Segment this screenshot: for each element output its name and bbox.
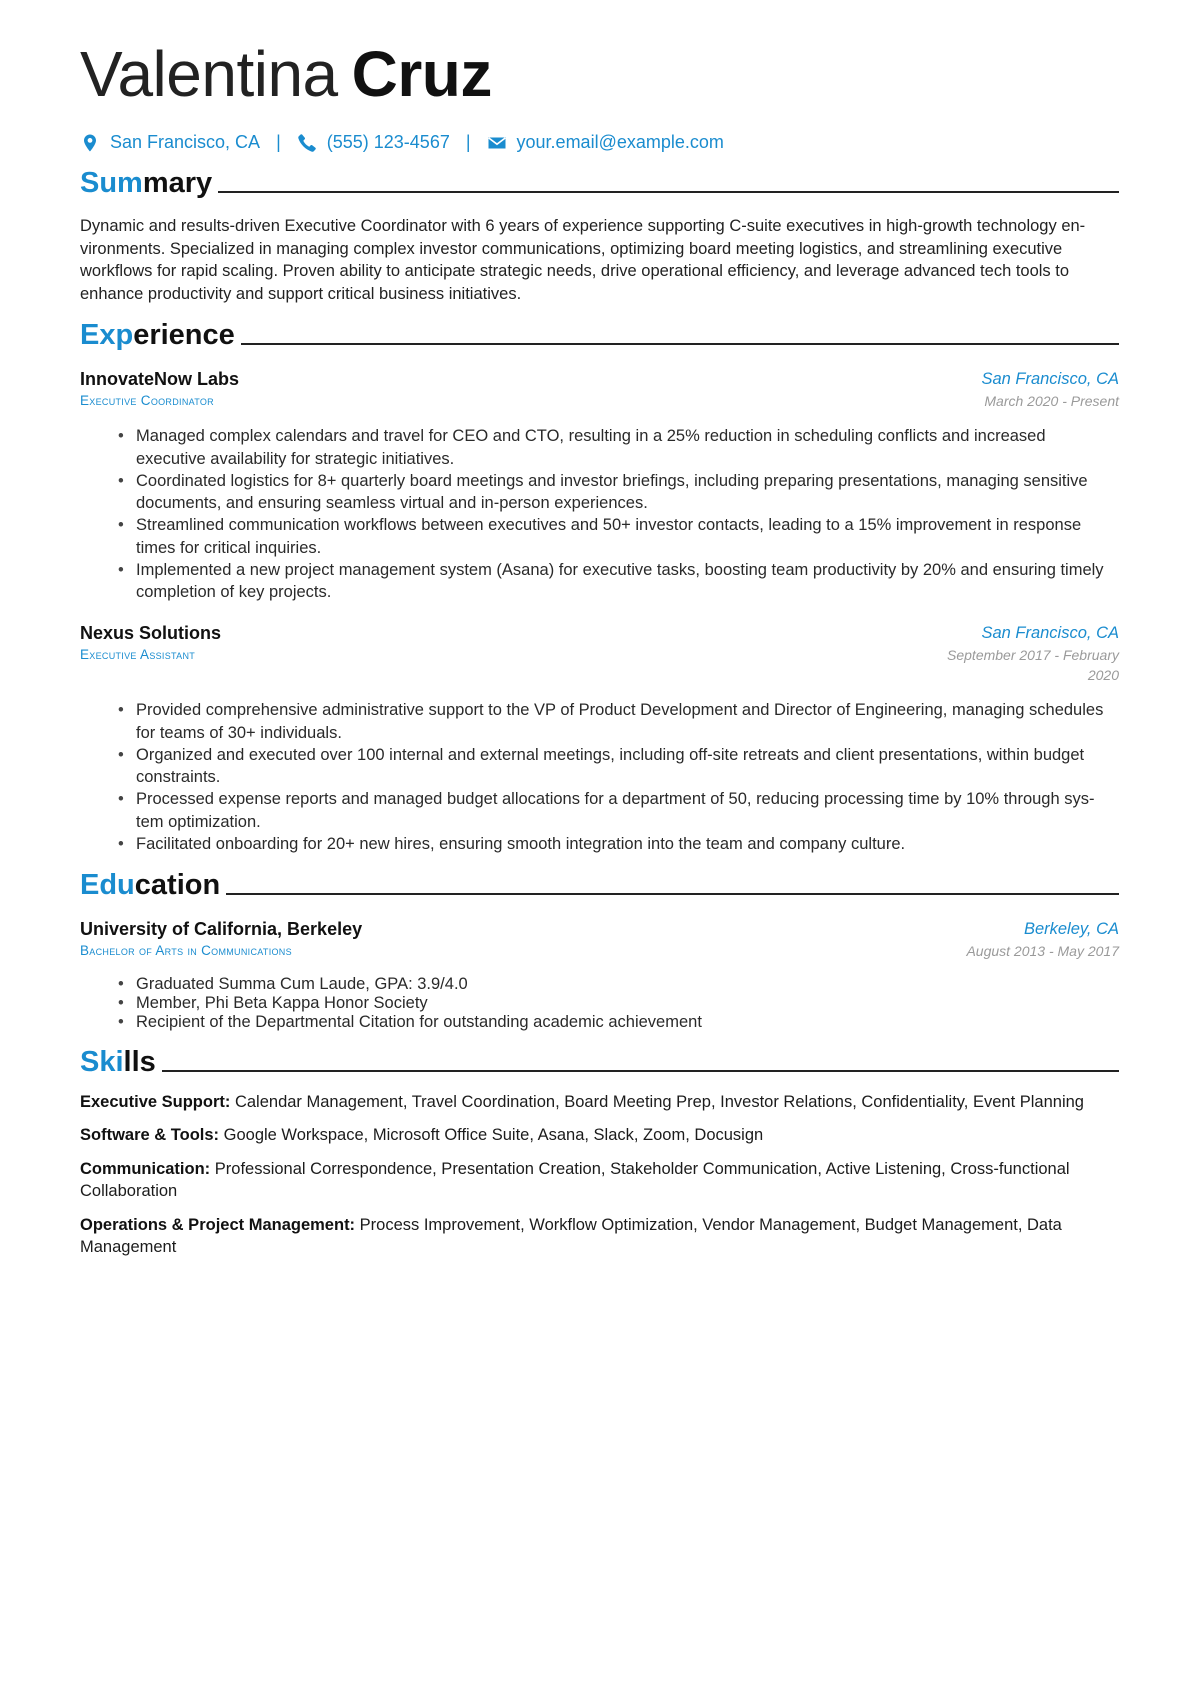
bullet-item: • Managed complex calendars and travel for CEO and CTO, resulting in a 25% reduction in scheduling conflicts and increased executive availability for strategic initiatives. <box>118 425 1119 470</box>
bullet-list <box>80 699 1119 855</box>
skill-value: Google Workspace, Microsoft Office Suite, Asana, Slack, Zoom, Docusign <box>223 1126 764 1144</box>
bullet-item: • Facilitated onboarding for 20+ new hires, ensuring smooth integration into the team and company culture. <box>118 833 1119 856</box>
education-section <box>80 867 1119 1033</box>
contact-phone <box>297 132 450 153</box>
skill-label: Communication: <box>80 1159 211 1178</box>
experience-section <box>80 317 1119 855</box>
section-title: Summary <box>80 167 213 199</box>
education-entry <box>80 917 1119 1033</box>
contact-location <box>80 132 260 153</box>
section-heading <box>80 1044 1119 1080</box>
email-text: your.email@example.com <box>516 132 724 152</box>
phone-text: (555) 123-4567 <box>326 132 450 152</box>
envelope-icon <box>487 133 507 153</box>
skills-section <box>80 1044 1119 1259</box>
first-name: Valentina <box>80 38 338 110</box>
bullet-list <box>80 975 1119 1033</box>
summary-section <box>80 165 1119 305</box>
bullet-item: • Organized and executed over 100 internal and external meetings, including off-site retreats and client presentations, within budget constraints. <box>118 744 1119 789</box>
skill-value: Professional Correspondence, Presentation Creation, Stakeholder Communication, Active Listening, Cross-functional Collaboration <box>80 1159 1070 1200</box>
section-heading <box>80 165 1119 201</box>
section-rule <box>162 1070 1119 1072</box>
bullet-item: • Coordinated logistics for 8+ quarterly board meetings and investor briefings, including preparing presentations, managing sensitive documents, and ensuring seamless virtual and in-person experiences. <box>118 470 1119 515</box>
last-name: Cruz <box>351 38 492 110</box>
skill-line <box>80 1091 1119 1114</box>
bullet-item: • Recipient of the Departmental Citation for outstanding academic achievement <box>118 1013 1119 1033</box>
education-dates: August 2013 - May 2017 <box>966 942 1119 959</box>
candidate-name <box>80 36 1119 112</box>
experience-entry <box>80 621 1119 855</box>
map-pin-icon <box>80 133 100 153</box>
phone-icon <box>297 133 317 153</box>
job-location: San Francisco, CA <box>981 624 1119 642</box>
degree-title: Bachelor of Arts in Communications <box>80 942 292 958</box>
bullet-item: • Streamlined communication workflows between executives and 50+ investor contacts, leading to a 15% improvement in response times for critical inquiries. <box>118 514 1119 559</box>
bullet-item: • Provided comprehensive administrative support to the VP of Product Development and Director of Engineering, managing schedules for teams of 30+ individuals. <box>118 699 1119 744</box>
bullet-list <box>80 425 1119 604</box>
company-name: Nexus Solutions <box>80 623 222 643</box>
skill-line <box>80 1124 1119 1147</box>
skill-label: Executive Support: <box>80 1092 231 1111</box>
section-rule <box>241 343 1119 345</box>
skill-line <box>80 1158 1119 1203</box>
skill-value: Process Improvement, Workflow Optimization, Vendor Management, Budget Management, Data Management <box>80 1215 1062 1256</box>
bullet-item: • Processed expense reports and managed budget allocations for a department of 50, reducing processing time by 10% through sys-tem optimization. <box>118 788 1119 833</box>
contact-line <box>80 132 1119 153</box>
job-location: San Francisco, CA <box>981 370 1119 388</box>
section-rule <box>218 191 1119 193</box>
experience-entry <box>80 367 1119 604</box>
section-title: Skills <box>80 1045 156 1078</box>
section-heading <box>80 867 1119 903</box>
skill-label: Software & Tools: <box>80 1126 220 1144</box>
section-heading <box>80 317 1119 353</box>
contact-email <box>487 132 724 153</box>
job-dates: March 2020 - Present <box>984 393 1119 409</box>
summary-text: Dynamic and results-driven Executive Coordinator with 6 years of experience supporting C-suite executives in high-growth technology en-vironments. Specialized in managing complex investor communications, optimizing board meeting logistics, and streamlining executive workflows for rapid scaling. Proven ability to anticipate strategic needs, drive operational efficiency, and leverage advanced tech tools to enhance productivity and support critical business initiatives. <box>80 217 1086 303</box>
skill-label: Operations & Project Management: <box>80 1215 356 1234</box>
bullet-item: • Member, Phi Beta Kappa Honor Society <box>118 994 1119 1014</box>
job-title: Executive Assistant <box>80 647 196 662</box>
skill-line <box>80 1214 1119 1259</box>
section-rule <box>226 893 1119 895</box>
bullet-item: • Graduated Summa Cum Laude, GPA: 3.9/4.0 <box>118 975 1119 995</box>
contact-separator: | <box>465 132 471 152</box>
bullet-item: • Implemented a new project management system (Asana) for executive tasks, boosting team productivity by 20% and ensuring timely completion of key projects. <box>118 559 1119 604</box>
job-dates: September 2017 - February 2020 <box>947 647 1119 683</box>
job-title: Executive Coordinator <box>80 393 214 408</box>
section-title: Education <box>80 868 221 901</box>
school-name: University of California, Berkeley <box>80 918 363 939</box>
skill-value: Calendar Management, Travel Coordination, Board Meeting Prep, Investor Relations, Confidentiality, Event Planning <box>234 1092 1084 1111</box>
company-name: InnovateNow Labs <box>80 369 240 389</box>
section-title: Experience <box>80 319 235 351</box>
location-text: San Francisco, CA <box>110 132 261 152</box>
school-location: Berkeley, CA <box>1023 919 1119 938</box>
contact-separator: | <box>276 132 281 152</box>
